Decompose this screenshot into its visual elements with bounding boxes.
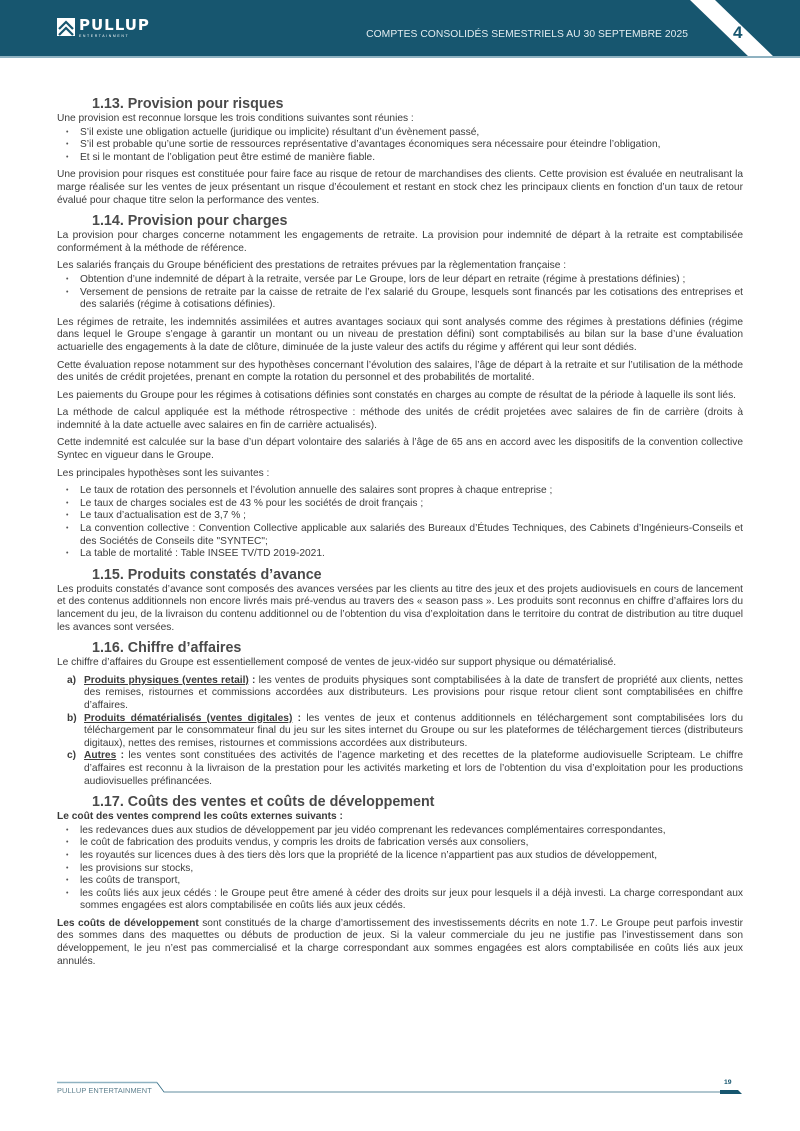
definition: les ventes de jeux et contenus additionnels en téléchargement sont comptabilisées lors du téléchargement par le consommateur final du jeu sur les sites internet du Groupe ou sur les plateformes de téléchargement tierces (distributeurs digitaux), nettes des remises, ristournes et commissions accordées aux distributeurs. bbox=[84, 712, 743, 749]
heading-1-16: 1.16. Chiffre d’affaires bbox=[92, 640, 242, 657]
list-item: • Le taux de charges sociales est de 43 % pour les sociétés de droit français ; bbox=[57, 498, 743, 511]
paragraph: Les paiements du Groupe pour les régimes à cotisations définies sont constatés en charges au compte de résultat de la période à laquelle ils sont liés. bbox=[57, 389, 736, 401]
separator: : bbox=[292, 712, 307, 724]
list-marker: a) bbox=[67, 674, 77, 686]
definition: les ventes de produits physiques sont comptabilisées à la date de transfert de propriété aux clients, nettes des remises, ristournes et commissions accordées aux distributeurs. Les provisions pour risque retour client sont comptabilisées en chiffre d’affaires. bbox=[84, 674, 743, 711]
heading-1-13: 1.13. Provision pour risques bbox=[92, 96, 284, 112]
pullup-logo bbox=[57, 18, 150, 36]
bullet-list bbox=[57, 825, 743, 913]
list-item: • Le taux d’actualisation est de 3,7 % ; bbox=[57, 510, 743, 523]
paragraph: Les principales hypothèses sont les suivantes : bbox=[57, 467, 270, 479]
paragraph-lead: Le coût des ventes comprend les coûts externes suivants : bbox=[57, 811, 343, 823]
bullet-list bbox=[57, 274, 743, 312]
list-item: • le coût de fabrication des produits vendus, y compris les droits de fabrication versés aux consoliers, bbox=[57, 837, 743, 850]
list-item: • La table de mortalité : Table INSEE TV/TD 2019-2021. bbox=[57, 548, 743, 561]
page-header bbox=[0, 0, 800, 56]
paragraph: Une provision pour risques est constituée pour faire face au risque de retour de marchandises des clients. Cette provision est évaluée en neutralisant la marge réalisée sur les ventes de jeux présentant un risque d’écoulement et restant en stock chez les principaux clients en fonction d’un taux de retour évalué pour chaque titre selon la performance des ventes. bbox=[57, 169, 743, 206]
paragraph: Le chiffre d’affaires du Groupe est essentiellement composé de ventes de jeux-vidéo sur support physique ou dématérialisé. bbox=[57, 657, 617, 669]
list-item: • les royautés sur licences dues à des tiers dès lors que la propriété de la licence n’appartient pas aux studios de développement, bbox=[57, 850, 743, 863]
paragraph bbox=[57, 918, 743, 968]
list-item: • les provisions sur stocks, bbox=[57, 863, 743, 876]
list-item bbox=[57, 713, 743, 751]
paragraph: La provision pour charges concerne notamment les engagements de retraite. La provision pour indemnité de départ à la retraite est comptabilisée conformément à la méthode de référence. bbox=[57, 230, 743, 254]
term: Produits dématérialisés (ventes digitales) bbox=[84, 712, 293, 724]
list-item: • S’il est probable qu’une sortie de ressources représentative d’avantages économiques sera nécessaire pour éteindre l’obligation, bbox=[57, 139, 743, 152]
paragraph: La méthode de calcul appliquée est la méthode rétrospective : méthode des unités de crédit projetées avec salaires de fin de carrière (droits à indemnité à la date actuelle avec salaires en fin de carrière actualisés). bbox=[57, 407, 743, 431]
list-item: • les coûts liés aux jeux cédés : le Groupe peut être amené à céder des droits sur jeux pour lesquels il a déjà investi. La charge correspondant aux sommes engagées est alors comptabilisée en coûts liés aux jeux cédés. bbox=[57, 888, 743, 913]
section-number: 4 bbox=[733, 23, 743, 42]
pullup-chevron-icon bbox=[57, 18, 75, 36]
term: Autres bbox=[84, 750, 117, 762]
list-item: • S’il existe une obligation actuelle (juridique ou implicite) résultant d’un évènement passé, bbox=[57, 127, 743, 140]
text: sont constitués de la charge d’amortissement des investissements décrits en note 1.7. Le Groupe peut parfois investir des sommes dans des maquettes ou débuts de production de jeux. Si la valeur commerciale du jeu ne justifie pas l’investissement dans son développement, le jeu n’est pas commercialisé et la charge correspondant aux sommes engagées est alors comptabilisée en coûts liés aux jeux annulés. bbox=[57, 917, 743, 967]
revenue-types-list bbox=[57, 675, 743, 788]
list-marker: c) bbox=[67, 750, 77, 762]
paragraph: Une provision est reconnue lorsque les trois conditions suivantes sont réunies : bbox=[57, 113, 414, 124]
document-body bbox=[57, 95, 743, 973]
heading-1-14: 1.14. Provision pour charges bbox=[92, 213, 288, 230]
list-item: • Le taux de rotation des personnels et l’évolution annuelle des salaires sont propres à chaque entreprise ; bbox=[57, 485, 743, 498]
logo-subtext: ENTERTAINMENT bbox=[79, 34, 130, 38]
list-item: • Obtention d’une indemnité de départ à la retraite, versée par Le Groupe, lors de leur départ en retraite (régime à prestations définies) ; bbox=[57, 274, 743, 287]
paragraph: Les salariés français du Groupe bénéficient des prestations de retraites prévues par la règlementation française : bbox=[57, 260, 567, 272]
term: Les coûts de développement bbox=[57, 917, 199, 929]
list-item: • Versement de pensions de retraite par la caisse de retraite de l’ex salarié du Groupe, lesquels sont financés par les cotisations des entreprises et des salariés (régime à cotisations définies). bbox=[57, 287, 743, 312]
bullet-list bbox=[57, 127, 743, 165]
heading-1-17: 1.17. Coûts des ventes et coûts de développement bbox=[92, 794, 435, 811]
paragraph: Cette indemnité est calculée sur la base d’un départ volontaire des salariés à l’âge de 65 ans en accord avec les dispositifs de la convention collective Syntec en vigueur dans le Groupe. bbox=[57, 437, 743, 462]
footer-company: PULLUP ENTERTAINMENT bbox=[57, 1086, 152, 1095]
separator: : bbox=[248, 674, 259, 686]
page-number: 19 bbox=[724, 1079, 732, 1086]
list-item: • les coûts de transport, bbox=[57, 875, 743, 888]
hypotheses-list bbox=[57, 485, 743, 561]
list-item: • les redevances dues aux studios de développement par jeu vidéo comprenant les redevances complémentaires correspondantes, bbox=[57, 825, 743, 838]
header-divider bbox=[0, 56, 800, 58]
term: Produits physiques (ventes retail) bbox=[84, 674, 249, 686]
list-item bbox=[57, 750, 743, 788]
heading-1-15: 1.15. Produits constatés d’avance bbox=[92, 566, 322, 583]
definition: les ventes sont constituées des activités de l’agence marketing et des recettes de la plateforme audiovisuelle Scripteam. Le chiffre d’affaires est reconnu à la livraison de la prestation pour les activités marketing et lors de l’obtention du visa d’exploitation pour les productions audiovisuelles préfinancées. bbox=[84, 750, 743, 787]
logo-text: PULLUP bbox=[79, 16, 150, 34]
paragraph: Les produits constatés d’avance sont composés des avances versées par les clients au titre des jeux et des projets audiovisuels en cours de lancement et des contenus additionnels non encore livrés mais pré-vendus au travers des « season pass ». Les produits sont reconnus en chiffre d’affaires lors du lancement du jeu, de la livraison du contenu additionnel ou de l’obtention du visa d’exploitation dans le territoire du contrat de distribution au titre duquel les avances sont versées. bbox=[57, 583, 743, 633]
list-item bbox=[57, 675, 743, 713]
list-item: • La convention collective : Convention Collective applicable aux salariés des Bureaux d’Études Techniques, des Cabinets d’Ingénieurs-Conseils et des Sociétés de Conseils dite "SYNTEC"; bbox=[57, 523, 743, 548]
paragraph: Cette évaluation repose notamment sur des hypothèses concernant l’évolution des salaires, l’âge de départ à la retraite et sur l’utilisation de la méthode des unités de crédit projetées, prenant en compte la rotation du personnel et des probabilités de mortalité. bbox=[57, 359, 743, 384]
document-title: COMPTES CONSOLIDÉS SEMESTRIELS AU 30 SEPTEMBRE 2025 bbox=[366, 29, 688, 40]
list-item: • Et si le montant de l’obligation peut être estimé de manière fiable. bbox=[57, 152, 743, 165]
separator: : bbox=[116, 750, 129, 762]
list-marker: b) bbox=[67, 712, 77, 724]
paragraph: Les régimes de retraite, les indemnités assimilées et autres avantages sociaux qui sont analysés comme des régimes à prestations définies (régime dans lequel le Groupe s’engage à garantir un montant ou un niveau de prestation défini) sont comptabilisés au bilan sur la base d’une évaluation actuarielle des engagements à la date de clôture, diminuée de la juste valeur des actifs du régime y afférent qui leur sont dédiés. bbox=[57, 316, 743, 353]
